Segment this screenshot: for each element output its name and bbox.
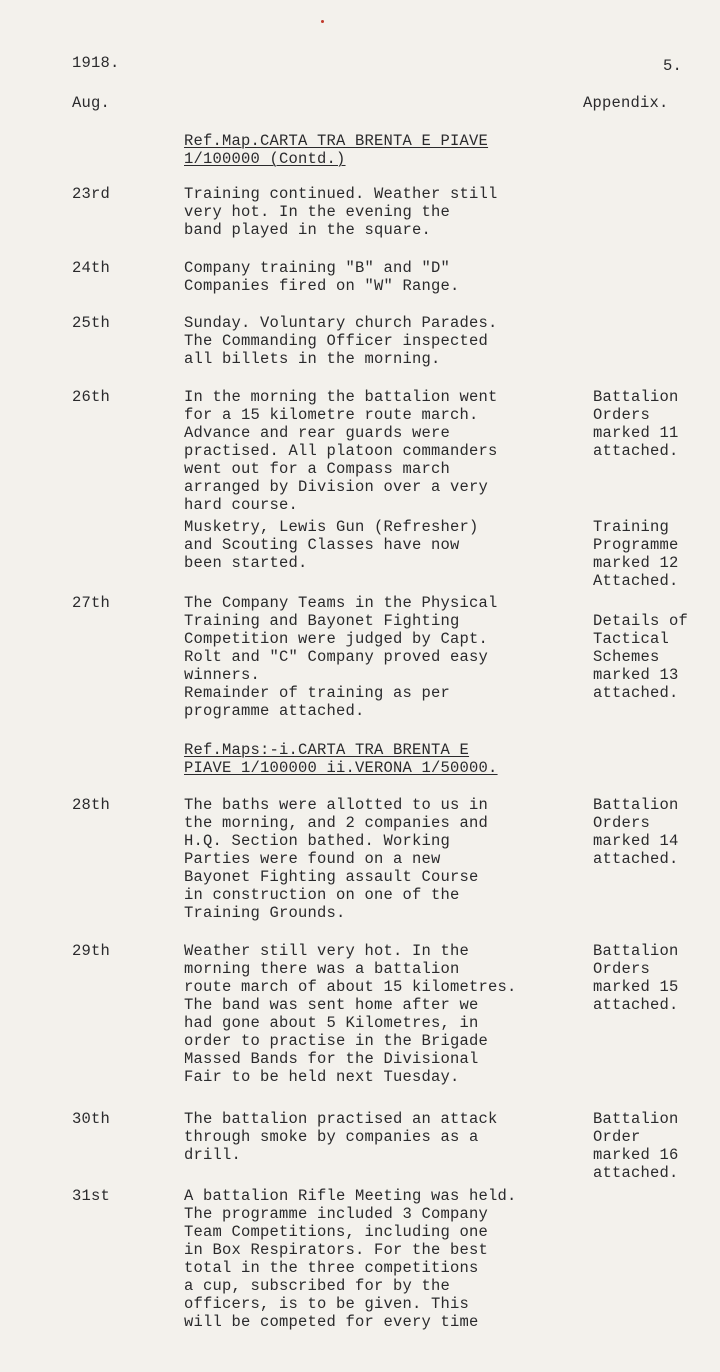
appendix-note-line: Order bbox=[593, 1128, 641, 1146]
appendix-note-line: Orders bbox=[593, 814, 651, 832]
entry-date: 25th bbox=[72, 314, 111, 332]
entry-line: went out for a Compass march bbox=[184, 460, 451, 478]
entry-date: 30th bbox=[72, 1110, 111, 1128]
entry-line: been started. bbox=[184, 554, 308, 572]
entry-line: In the morning the battalion went bbox=[184, 388, 498, 406]
entry-date: 27th bbox=[72, 594, 111, 612]
appendix-note-line: marked 16 bbox=[593, 1146, 679, 1164]
entry-date: 28th bbox=[72, 796, 111, 814]
appendix-note-line: Orders bbox=[593, 406, 651, 424]
entry-line: Weather still very hot. In the bbox=[184, 942, 470, 960]
entry-line: Training Grounds. bbox=[184, 904, 346, 922]
entry-line: Companies fired on "W" Range. bbox=[184, 277, 460, 295]
entry-line: in Box Respirators. For the best bbox=[184, 1241, 489, 1259]
appendix-note-line: marked 15 bbox=[593, 978, 679, 996]
appendix-note-line: Training bbox=[593, 518, 670, 536]
entry-line: Rolt and "C" Company proved easy bbox=[184, 648, 489, 666]
appendix-note-line: marked 12 bbox=[593, 554, 679, 572]
entry-line: and Scouting Classes have now bbox=[184, 536, 460, 554]
entry-line: winners. bbox=[184, 666, 261, 684]
appendix-note-line: attached. bbox=[593, 996, 679, 1014]
entry-line: arranged by Division over a very bbox=[184, 478, 489, 496]
entry-line: Fair to be held next Tuesday. bbox=[184, 1068, 460, 1086]
entry-line: The Company Teams in the Physical bbox=[184, 594, 498, 612]
entry-date: 29th bbox=[72, 942, 111, 960]
entry-line: programme attached. bbox=[184, 702, 365, 720]
entry-line: hard course. bbox=[184, 496, 299, 514]
entry-line: H.Q. Section bathed. Working bbox=[184, 832, 451, 850]
entry-line: The band was sent home after we bbox=[184, 996, 479, 1014]
entry-date: 24th bbox=[72, 259, 111, 277]
appendix-note-line: Orders bbox=[593, 960, 651, 978]
entry-line: Advance and rear guards were bbox=[184, 424, 451, 442]
appendix-note-line: Programme bbox=[593, 536, 679, 554]
entry-line: Competition were judged by Capt. bbox=[184, 630, 489, 648]
entry-line: the morning, and 2 companies and bbox=[184, 814, 489, 832]
entry-line: practised. All platoon commanders bbox=[184, 442, 498, 460]
entry-line: Sunday. Voluntary church Parades. bbox=[184, 314, 498, 332]
appendix-note-line: attached. bbox=[593, 1164, 679, 1182]
entry-line: Training and Bayonet Fighting bbox=[184, 612, 460, 630]
appendix-heading: Appendix. bbox=[583, 94, 669, 112]
appendix-note-line: Battalion bbox=[593, 1110, 679, 1128]
entry-line: very hot. In the evening the bbox=[184, 203, 451, 221]
entry-line: morning there was a battalion bbox=[184, 960, 460, 978]
appendix-note-line: Details of bbox=[593, 612, 689, 630]
entry-line: all billets in the morning. bbox=[184, 350, 441, 368]
entry-line: will be competed for every time bbox=[184, 1313, 479, 1331]
appendix-note-line: Tactical bbox=[593, 630, 670, 648]
entry-line: route march of about 15 kilometres. bbox=[184, 978, 517, 996]
appendix-note-line: Battalion bbox=[593, 388, 679, 406]
entry-date: 23rd bbox=[72, 185, 111, 203]
appendix-note-line: attached. bbox=[593, 684, 679, 702]
appendix-note-line: attached. bbox=[593, 442, 679, 460]
appendix-note-line: Schemes bbox=[593, 648, 660, 666]
entry-line: Remainder of training as per bbox=[184, 684, 451, 702]
entry-line: a cup, subscribed for by the bbox=[184, 1277, 451, 1295]
entry-line: The baths were allotted to us in bbox=[184, 796, 489, 814]
map-ref-1-line-2: 1/100000 (Contd.) bbox=[184, 150, 346, 168]
appendix-note-line: marked 11 bbox=[593, 424, 679, 442]
year: 1918. bbox=[72, 54, 120, 72]
entry-line: Team Competitions, including one bbox=[184, 1223, 489, 1241]
entry-line: Massed Bands for the Divisional bbox=[184, 1050, 479, 1068]
entry-line: for a 15 kilometre route march. bbox=[184, 406, 479, 424]
appendix-note-line: marked 14 bbox=[593, 832, 679, 850]
appendix-note-line: marked 13 bbox=[593, 666, 679, 684]
entry-line: A battalion Rifle Meeting was held. bbox=[184, 1187, 517, 1205]
entry-line: The programme included 3 Company bbox=[184, 1205, 489, 1223]
entry-line: The Commanding Officer inspected bbox=[184, 332, 489, 350]
entry-line: total in the three competitions bbox=[184, 1259, 479, 1277]
map-ref-2-line-1: Ref.Maps:-i.CARTA TRA BRENTA E bbox=[184, 741, 470, 759]
entry-line: drill. bbox=[184, 1146, 242, 1164]
entry-date: 26th bbox=[72, 388, 111, 406]
entry-line: Training continued. Weather still bbox=[184, 185, 498, 203]
month: Aug. bbox=[72, 94, 111, 112]
map-ref-1-line-1: Ref.Map.CARTA TRA BRENTA E PIAVE bbox=[184, 132, 489, 150]
map-ref-2-line-2: PIAVE 1/100000 ii.VERONA 1/50000. bbox=[184, 759, 498, 777]
appendix-note-line: Battalion bbox=[593, 796, 679, 814]
ink-mark bbox=[321, 20, 324, 23]
entry-line: Company training "B" and "D" bbox=[184, 259, 451, 277]
entry-line: Bayonet Fighting assault Course bbox=[184, 868, 479, 886]
appendix-note-line: attached. bbox=[593, 850, 679, 868]
entry-date: 31st bbox=[72, 1187, 111, 1205]
entry-line: in construction on one of the bbox=[184, 886, 460, 904]
entry-line: Parties were found on a new bbox=[184, 850, 441, 868]
entry-line: band played in the square. bbox=[184, 221, 432, 239]
entry-line: through smoke by companies as a bbox=[184, 1128, 479, 1146]
entry-line: The battalion practised an attack bbox=[184, 1110, 498, 1128]
entry-line: officers, is to be given. This bbox=[184, 1295, 470, 1313]
page-number: 5. bbox=[663, 57, 683, 75]
entry-line: Musketry, Lewis Gun (Refresher) bbox=[184, 518, 479, 536]
appendix-note-line: Battalion bbox=[593, 942, 679, 960]
appendix-note-line: Attached. bbox=[593, 572, 679, 590]
entry-line: order to practise in the Brigade bbox=[184, 1032, 489, 1050]
entry-line: had gone about 5 Kilometres, in bbox=[184, 1014, 479, 1032]
